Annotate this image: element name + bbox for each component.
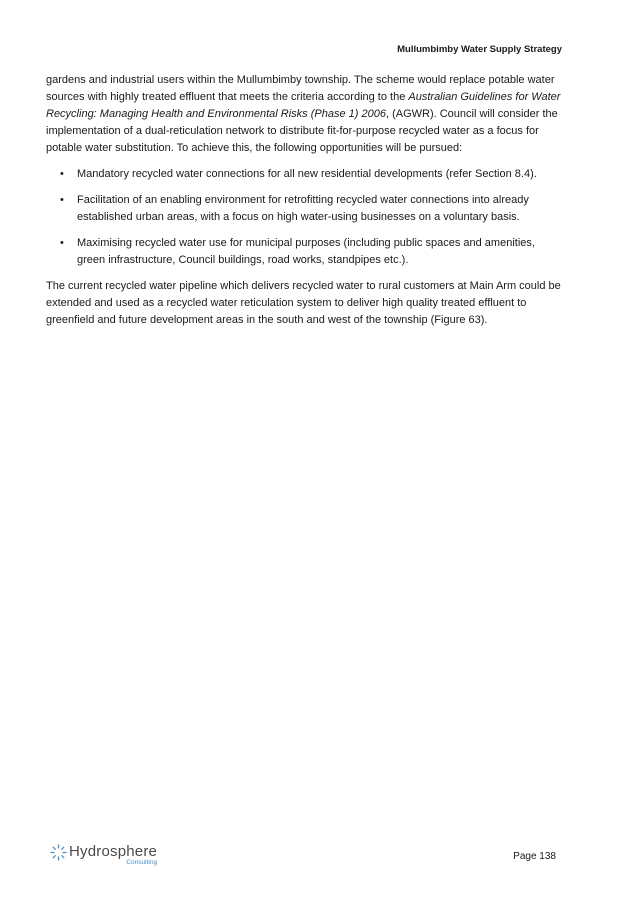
paragraph-intro [46,72,566,157]
guideline-title: Australian Guidelines for Water Recycling: Managing Health and Environmental Risks (Phase 1) 2006 [46,91,561,120]
paragraph-pipeline: The current recycled water pipeline which delivers recycled water to rural customers at Main Arm could be extended and used as a recycled water reticulation system to deliver high quality treated effluent to greenfield and future development areas in the south and west of the township (Figure 63). [46,280,561,326]
list-item [46,235,566,269]
logo-wordmark [69,844,157,867]
bullet-icon: • [60,168,64,180]
page-number: Page 138 [513,851,556,862]
logo-name: Hydrosphere [69,843,158,860]
list-item [46,166,566,183]
opportunity-list [46,166,566,269]
list-item [46,192,566,226]
logo-subtitle: Consulting [126,859,158,866]
paragraph-intro-text: gardens and industrial users within the Mullumbimby township. The scheme would replace potable water sources with highly treated effluent that meets the criteria according to the [46,74,555,103]
paragraph-intro-tail: , (AGWR). Council will consider the implementation of a dual-reticulation network to distribute fit-for-purpose recycled water as a focus for potable water substitution. To achieve this, the following opportunities will be pursued: [46,108,558,154]
list-item-text: Facilitation of an enabling environment for retrofitting recycled water connections into already established urban areas, with a focus on high water-using businesses on a voluntary basis. [77,194,529,223]
bullet-icon: • [60,237,64,249]
list-item-text: Mandatory recycled water connections for all new residential developments (refer Section 8.4). [77,168,537,180]
list-item-text: Maximising recycled water use for municipal purposes (including public spaces and amenities, green infrastructure, Council buildings, road works, standpipes etc.). [77,237,535,266]
hydrosphere-logo-icon [50,844,67,861]
header-title: Mullumbimby Water Supply Strategy [397,44,562,55]
hydrosphere-logo [50,844,157,867]
bullet-icon: • [60,194,64,206]
document-body [46,72,566,338]
page-footer [0,838,637,878]
